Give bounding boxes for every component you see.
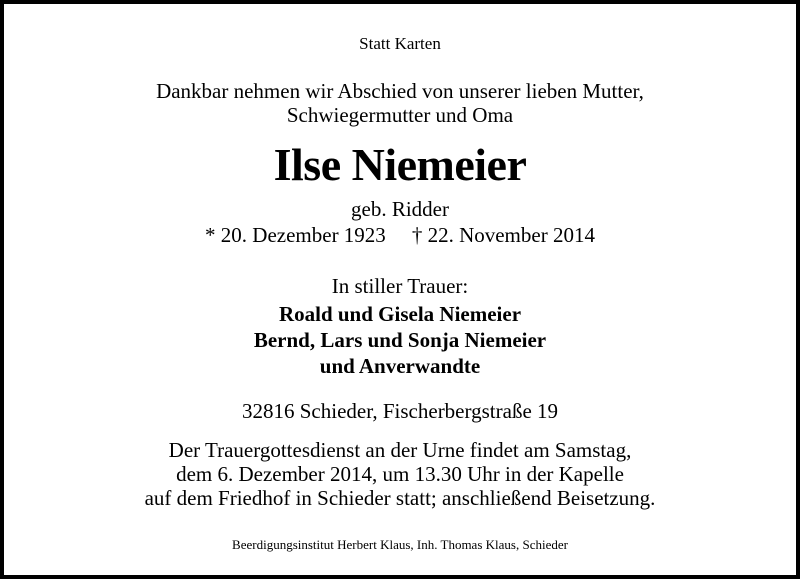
intro-line-2: Schwiegermutter und Oma	[286, 103, 514, 127]
service-line-3: auf dem Friedhof in Schieder statt; anschließend Beisetzung.	[144, 486, 656, 510]
mourner-line-1: Roald und Gisela Niemeier	[278, 302, 522, 326]
mourner-line-3: und Anverwandte	[319, 354, 481, 378]
address: 32816 Schieder, Fischerbergstraße 19	[241, 399, 559, 423]
intro-line-1: Dankbar nehmen wir Abschied von unserer lieben Mutter,	[156, 79, 644, 103]
service-line-1: Der Trauergottesdienst an der Urne findet am Samstag,	[168, 438, 632, 462]
birth-date: * 20. Dezember 1923	[205, 223, 386, 247]
life-dates	[4, 223, 796, 248]
maiden-name: geb. Ridder	[351, 197, 449, 221]
mourner-line-2: Bernd, Lars und Sonja Niemeier	[253, 328, 547, 352]
deceased-name: Ilse Niemeier	[273, 139, 527, 190]
death-date: † 22. November 2014	[411, 223, 595, 247]
mourning-intro: In stiller Trauer:	[331, 274, 469, 298]
service-line-2: dem 6. Dezember 2014, um 13.30 Uhr in der Kapelle	[176, 462, 624, 486]
header-text: Statt Karten	[359, 34, 441, 53]
funeral-home-footer: Beerdigungsinstitut Herbert Klaus, Inh. Thomas Klaus, Schieder	[232, 537, 568, 552]
